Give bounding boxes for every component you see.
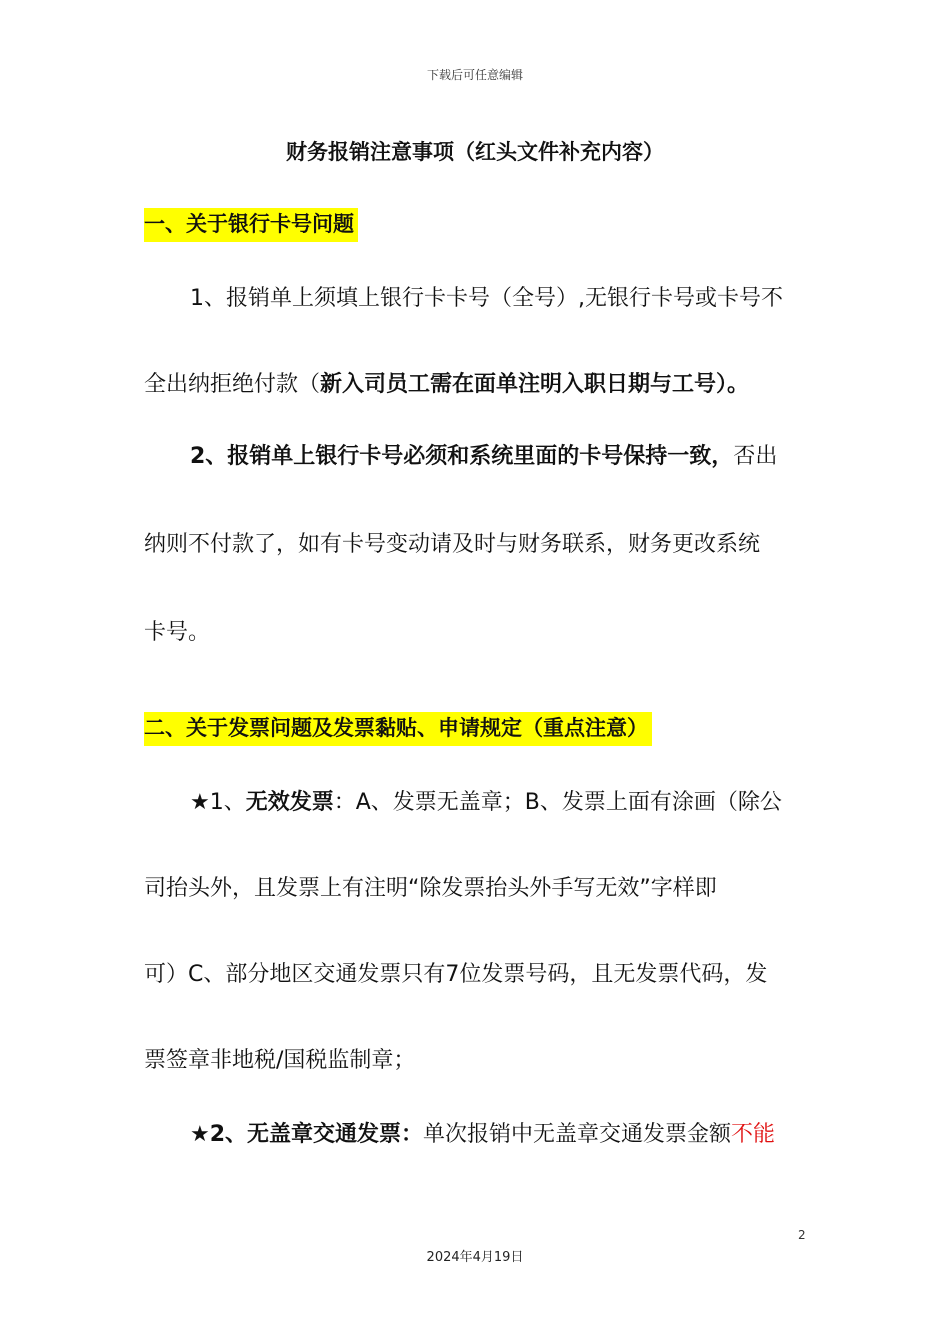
paragraph-1-bold-note: 新入司员工需在面单注明入职日期与工号）。 [320,372,750,397]
paragraph-2-line-1 [190,442,777,472]
paragraph-1-line-1: 1、报销单上须填上银行卡卡号（全号）,无银行卡号或卡号不 [190,286,783,311]
paragraph-1-line-2-text: 全出纳拒绝付款（ [144,372,321,397]
page-header: 下载后可任意编辑 [426,68,523,82]
item-2-label: ★2、无盖章交通发票： [190,1122,424,1147]
item-1-line-3: 可）C、部分地区交通发票只有7位发票号码，且无发票代码，发 [144,962,768,987]
item-1-line-1-rest: ：A、发票无盖章；B、发票上面有涂画（除公 [333,790,782,815]
document-title: 财务报销注意事项（红头文件补充内容） [286,140,664,164]
item-1-line-4: 票签章非地税/国税监制章； [144,1048,416,1073]
paragraph-2-bold-text: 2、报销单上银行卡号必须和系统里面的卡号保持一致， [190,444,734,469]
paragraph-2-line-3: 卡号。 [144,620,211,645]
item-1-label: 无效发票 [245,790,334,815]
star-icon: ★1、 [190,790,246,815]
page-number: 2 [798,1228,806,1242]
paragraph-1-line-2 [144,370,749,400]
section-heading-invoice: 二、关于发票问题及发票黏贴、申请规定（重点注意） [144,712,652,746]
item-1-line-2: 司抬头外，且发票上有注明“除发票抬头外手写无效”字样即 [144,876,717,901]
section-heading-bank-card: 一、关于银行卡号问题 [144,208,358,242]
item-2-line-1 [190,1120,775,1150]
item-2-text: 单次报销中无盖章交通发票金额 [423,1122,732,1147]
footer-date: 2024年4月19日 [426,1250,524,1265]
item-2-red-text: 不能 [731,1122,776,1147]
paragraph-2-line-2: 纳则不付款了，如有卡号变动请及时与财务联系，财务更改系统 [144,532,761,557]
item-1-line-1 [190,788,782,818]
paragraph-2-line-1-rest: 否出 [733,444,778,469]
